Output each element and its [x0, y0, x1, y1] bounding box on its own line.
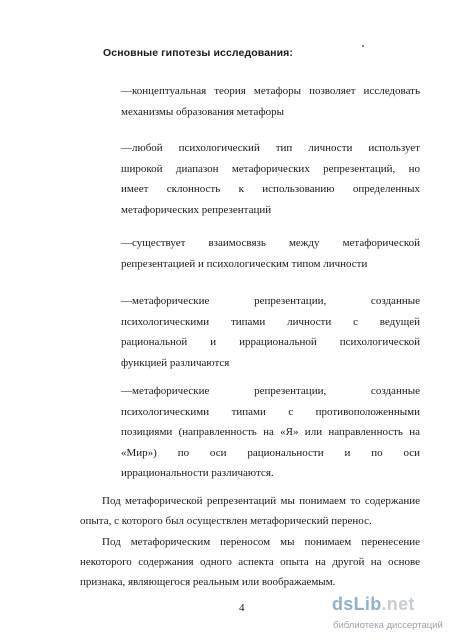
hypothesis-line: позициями (направленность на «Я» или направленность на	[121, 426, 420, 438]
watermark-logo-main: dsLib	[332, 594, 382, 614]
hypothesis-line: психологическими типами личности с ведущей	[121, 315, 420, 328]
watermark-logo-text	[332, 594, 415, 615]
hypothesis-line: иррациональности различаются.	[121, 467, 274, 479]
hypothesis-line: —метафорические репрезентации, созданные	[121, 295, 420, 307]
section-heading: Основные гипотезы исследования:	[103, 47, 293, 59]
scan-speck	[362, 45, 364, 47]
page-number: 4	[239, 602, 245, 614]
hypothesis-line: —концептуальная теория метафоры позволяет исследовать	[121, 85, 420, 97]
watermark-logo	[332, 594, 444, 634]
paragraph-line: Под метафорическим переносом мы понимаем перенесение	[102, 536, 420, 548]
hypothesis-line: —любой психологический тип личности использует	[121, 142, 420, 154]
paragraph-line: некоторого содержания одного аспекта опыта на другой на основе	[80, 556, 420, 568]
hypothesis-line: —метафорические репрезентации, созданные	[121, 385, 420, 397]
hypothesis-line: широкой диапазон метафорических репрезентаций, но	[121, 162, 420, 175]
hypothesis-line: рациональной и иррациональной психологической	[121, 336, 420, 348]
hypothesis-item	[121, 81, 420, 122]
hypothesis-item	[121, 291, 420, 373]
hypothesis-line: психологическими типами с противоположенными	[121, 405, 420, 418]
hypothesis-line: репрезентацией и психологическим типом личности	[121, 257, 368, 270]
hypothesis-item	[121, 381, 420, 484]
watermark-logo-tld: .net	[381, 594, 415, 614]
body-paragraph	[80, 532, 420, 592]
paragraph-line: Под метафорической репрезентаций мы понимаем то содержание	[102, 495, 420, 507]
hypothesis-item	[121, 233, 420, 274]
hypothesis-line: функцией различаются	[121, 356, 230, 369]
hypothesis-line: механизмы образования метафоры	[121, 105, 284, 118]
hypothesis-line: метафорических репрезентаций	[121, 203, 272, 216]
paragraph-line: опыта, с которого был осуществлен метафорический перенос.	[80, 515, 372, 527]
paragraph-line: признака, являющегося реальным или воображаемым.	[80, 576, 336, 588]
hypothesis-line: имеет склонность к использованию определенных	[121, 183, 420, 195]
hypothesis-item	[121, 138, 420, 220]
hypothesis-line: «Мир») по оси рациональности и по оси	[121, 446, 420, 459]
body-paragraph	[80, 491, 420, 531]
watermark-subtitle: библиотека диссертаций	[333, 620, 443, 631]
hypothesis-line: —существует взаимосвязь между метафорической	[121, 237, 420, 249]
